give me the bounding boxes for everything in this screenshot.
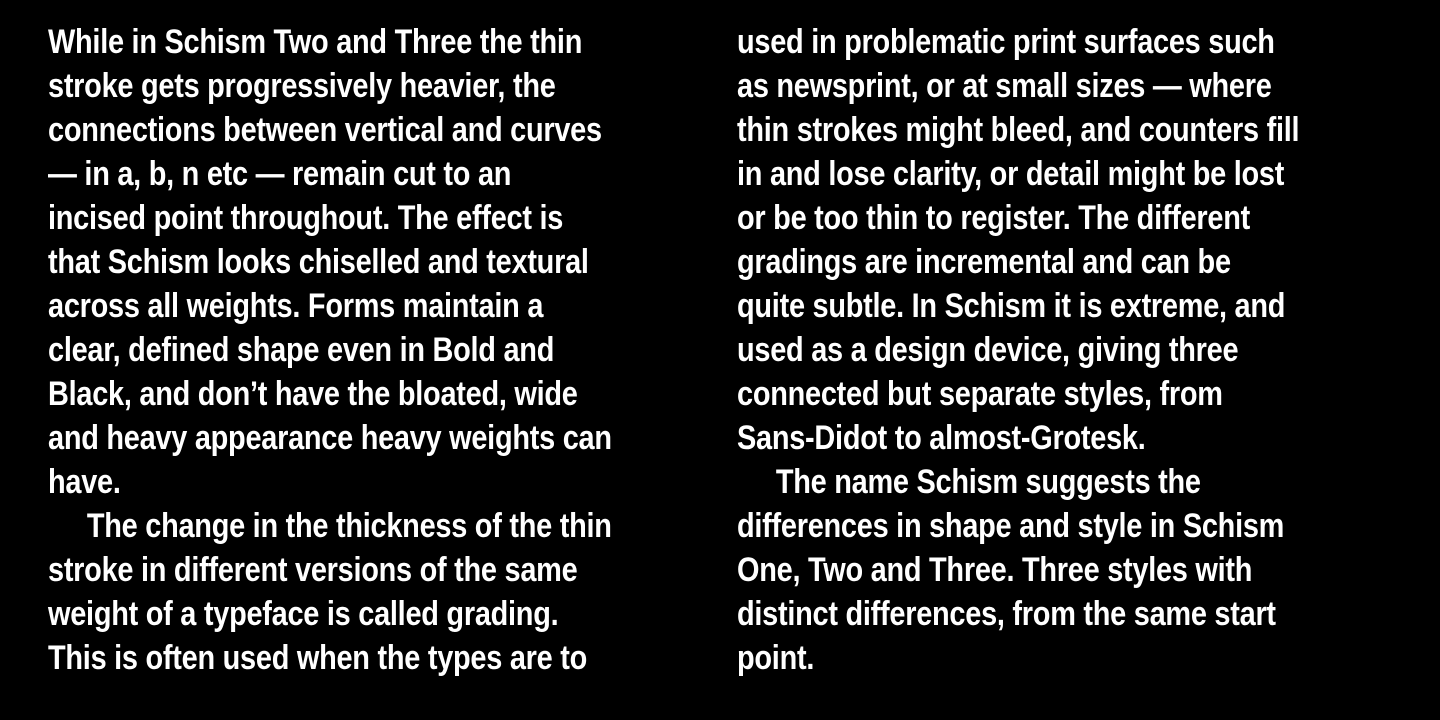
text-line: or be too thin to register. The different [737,199,1250,237]
text-line: One, Two and Three. Three styles with [737,551,1253,589]
text-line: point. [737,639,815,677]
text-line: stroke in different versions of the same [48,551,578,589]
text-line: Sans-Didot to almost-Grotesk. [737,419,1146,457]
text-line: While in Schism Two and Three the thin [48,23,583,61]
text-line: differences in shape and style in Schism [737,507,1285,545]
text-line: as newsprint, or at small sizes — where [737,67,1272,105]
text-line: — in a, b, n etc — remain cut to an [48,155,512,193]
text-line: connected but separate styles, from [737,375,1223,413]
text-line: have. [48,463,121,501]
text-line: incised point throughout. The effect is [48,199,564,237]
text-line: and heavy appearance heavy weights can [48,419,612,457]
text-line: weight of a typeface is called grading. [48,595,559,633]
text-line: The change in the thickness of the thin [48,507,612,545]
text-line: in and lose clarity, or detail might be lost [737,155,1285,193]
text-line: stroke gets progressively heavier, the [48,67,556,105]
text-line: clear, defined shape even in Bold and [48,331,555,369]
text-line: quite subtle. In Schism it is extreme, and [737,287,1286,325]
text-column-right [737,20,1440,720]
text-line: across all weights. Forms maintain a [48,287,544,325]
text-line: distinct differences, from the same start [737,595,1276,633]
text-line: Black, and don’t have the bloated, wide [48,375,578,413]
text-line: used in problematic print surfaces such [737,23,1275,61]
text-line: used as a design device, giving three [737,331,1239,369]
text-column-left [48,20,737,720]
text-line: gradings are incremental and can be [737,243,1231,281]
text-line: connections between vertical and curves [48,111,602,149]
text-line: that Schism looks chiselled and textural [48,243,589,281]
text-line: This is often used when the types are to [48,639,588,677]
text-line: The name Schism suggests the [737,463,1201,501]
text-line: thin strokes might bleed, and counters fill [737,111,1300,149]
